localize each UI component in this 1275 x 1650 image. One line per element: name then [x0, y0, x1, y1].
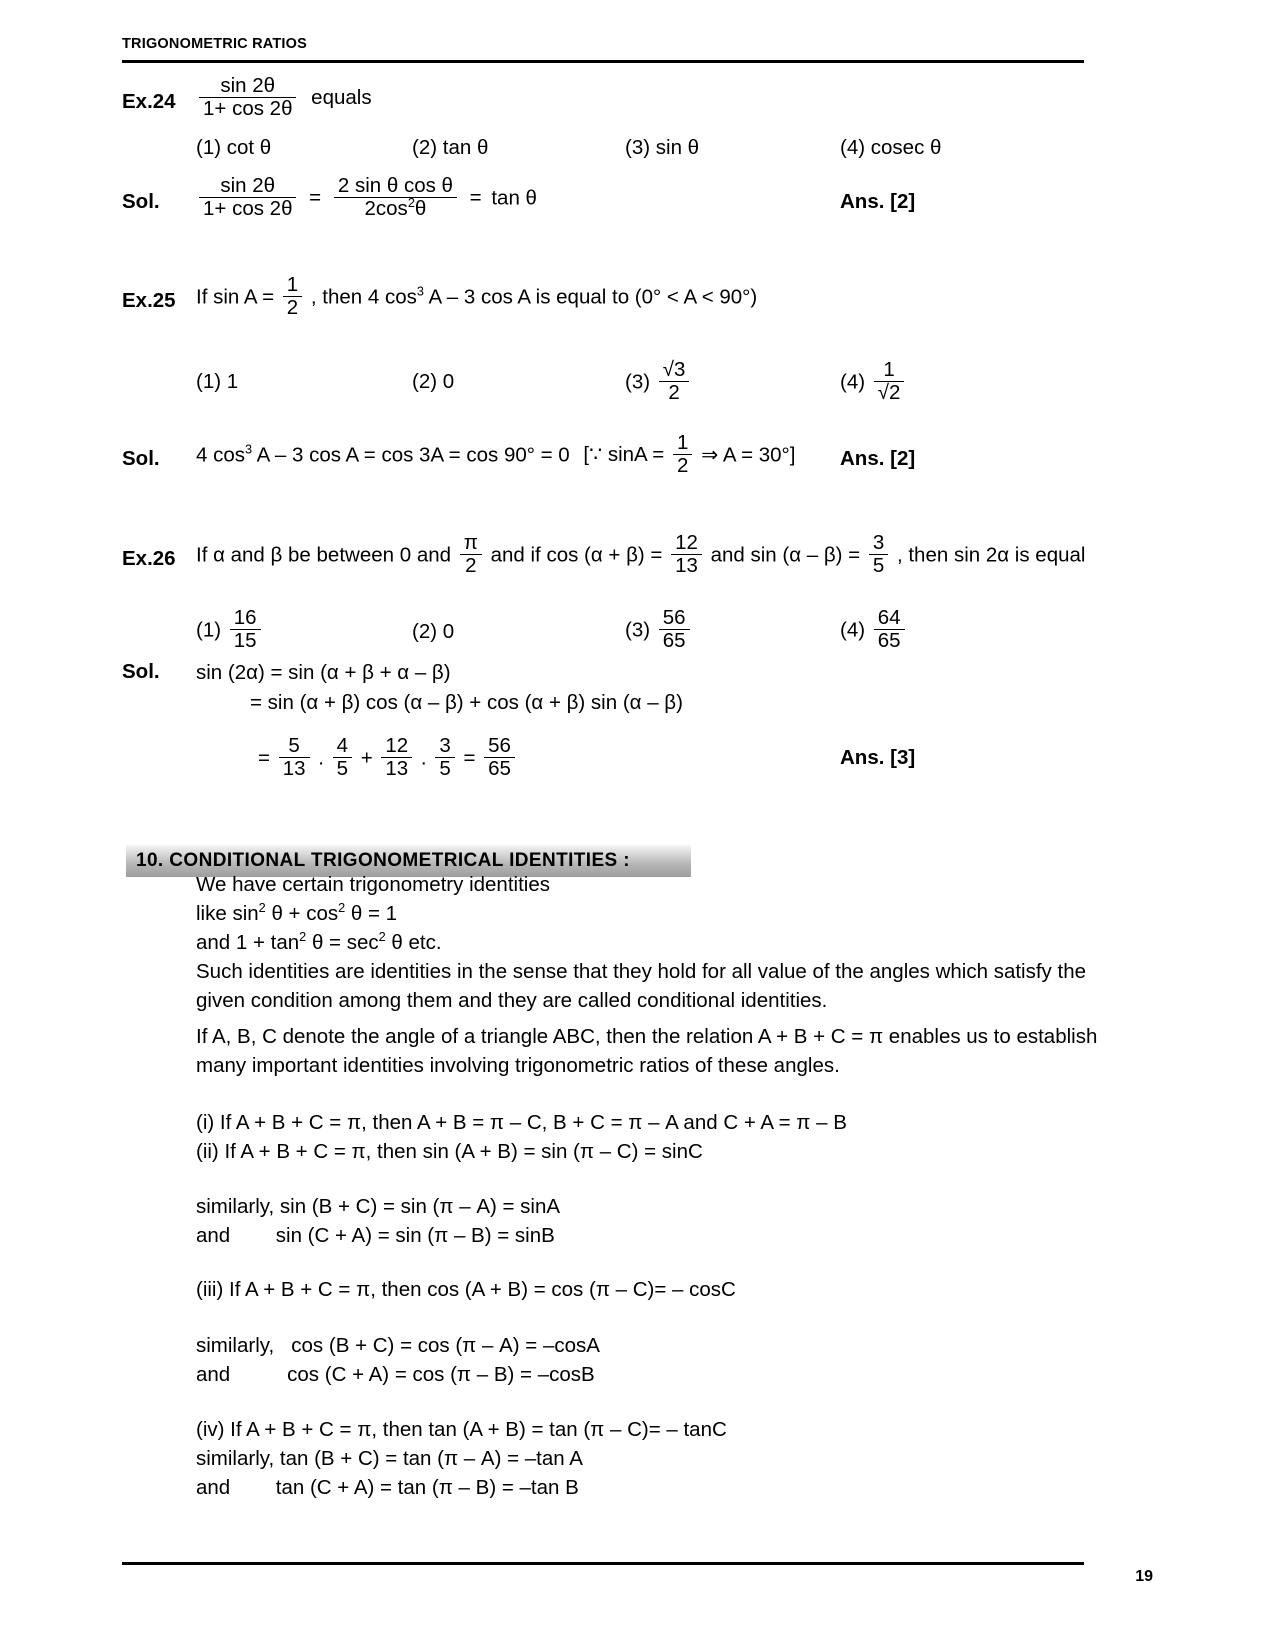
ex26-q-part-a: If α and β be between 0 and: [196, 543, 452, 567]
ex24-sol-f2-den: [334, 197, 457, 221]
ex25-q-frac-den: 2: [283, 296, 302, 320]
example-26-solution-line-3: [258, 733, 518, 782]
intro2-mid: θ + cos: [265, 902, 339, 925]
ex26-sol3-fraction-5: [484, 735, 515, 781]
ex26-option-3[interactable]: [625, 605, 693, 654]
section-title: 10. CONDITIONAL TRIGONOMETRICAL IDENTITIES :: [136, 850, 631, 871]
ex24-sol-f2-num: 2 sin θ cos θ: [337, 173, 453, 197]
example-26-solution-line-2: = sin (α + β) cos (α – β) + cos (α + β) sin (α – β): [250, 691, 683, 714]
ex26-sol3-f3-den: 13: [381, 757, 412, 781]
identity-and-sin: and sin (C + A) = sin (π – B) = sinB: [196, 1224, 555, 1247]
example-25-solution: [196, 430, 796, 479]
ex26-sol3-f2-num: 4: [336, 733, 349, 757]
example-25-answer: Ans. [2]: [840, 447, 916, 470]
ex25-sol-frac-den: 2: [673, 454, 692, 478]
ex25-option-4-fraction: [874, 359, 905, 405]
identity-item-i: (i) If A + B + C = π, then A + B = π – C, B + C = π – A and C + A = π – B: [196, 1111, 847, 1134]
ex24-sol-f2-den-pre: 2cos: [364, 197, 408, 221]
ex26-option-3-frac-num: 56: [662, 605, 686, 629]
ex26-q-fraction-2: [671, 532, 702, 578]
ex25-q-fraction: [283, 274, 302, 320]
example-26-label: Ex.26: [122, 547, 176, 570]
example-24-solution: [196, 173, 537, 222]
ex25-option-1-number: (1): [196, 370, 222, 393]
intro3-sup-1: 2: [299, 929, 307, 945]
ex25-q-part-b-post: A – 3 cos A is equal to (0° < A < 90°): [423, 285, 758, 309]
intro2-sup-2: 2: [338, 900, 346, 916]
ex26-option-4-frac-den: 65: [874, 629, 905, 653]
identity-item-iv: (iv) If A + B + C = π, then tan (A + B) = tan (π – C)= – tanC: [196, 1418, 727, 1441]
ex25-option-1[interactable]: [196, 370, 238, 394]
ex25-q-exponent: 3: [416, 283, 424, 299]
ex24-sol-f2-den-post: θ: [414, 197, 427, 221]
identity-similarly-cos: similarly, cos (B + C) = cos (π – A) = –cosA: [196, 1334, 600, 1357]
ex25-option-3-fraction: [659, 359, 690, 405]
ex25-option-4-number: (4): [840, 370, 866, 394]
example-24-answer: Ans. [2]: [840, 190, 916, 213]
identity-and-cos: and cos (C + A) = cos (π – B) = –cosB: [196, 1363, 595, 1386]
ex25-option-3[interactable]: [625, 357, 692, 406]
ex24-sol-fraction-2: [334, 175, 457, 221]
ex25-option-3-frac-num: √3: [662, 357, 686, 381]
ex25-option-2[interactable]: [412, 370, 454, 394]
ex26-option-1-frac-num: 16: [233, 605, 257, 629]
ex26-sol3-f1-num: 5: [288, 733, 300, 757]
ex24-sol-fraction-1: [199, 175, 296, 221]
ex24-option-3[interactable]: [625, 136, 699, 160]
ex26-sol3-dot-2: .: [420, 746, 427, 770]
ex26-sol3-equals-2: =: [463, 746, 476, 770]
ex26-sol3-fraction-1: [279, 735, 310, 781]
identity-and-tan: and tan (C + A) = tan (π – B) = –tan B: [196, 1476, 579, 1499]
example-24-question: [196, 73, 372, 122]
example-26-question: [196, 530, 1101, 579]
ex25-sol-bracket-close: ⇒ A = 30°]: [701, 443, 796, 467]
identity-similarly-tan: similarly, tan (B + C) = tan (π – A) = –tan A: [196, 1447, 583, 1470]
ex24-option-4-number: (4): [840, 136, 866, 159]
ex24-option-2[interactable]: [412, 136, 488, 160]
ex24-sol-f1-num: sin 2θ: [220, 173, 276, 197]
ex26-sol3-plus: +: [360, 746, 373, 770]
ex26-option-4-fraction: [874, 607, 905, 653]
ex26-q-frac2-den: 13: [671, 554, 702, 578]
ex26-sol3-f5-num: 56: [488, 733, 511, 757]
identity-item-ii: (ii) If A + B + C = π, then sin (A + B) = sin (π – C) = sinC: [196, 1140, 703, 1163]
ex26-option-2-text: 0: [442, 620, 455, 643]
ex26-sol3-equals-1: =: [258, 746, 270, 770]
ex24-sol-result: tan θ: [491, 186, 537, 210]
ex24-option-4-text: cosec θ: [870, 136, 942, 159]
ex26-q-part-b: and if cos (α + β) =: [490, 543, 663, 567]
page-number: 19: [1135, 1568, 1153, 1585]
identity-similarly-sin: similarly, sin (B + C) = sin (π – A) = sinA: [196, 1195, 561, 1218]
ex26-option-3-frac-den: 65: [659, 629, 690, 653]
section-intro-line-3: [196, 928, 1096, 957]
ex24-frac-numerator: sin 2θ: [220, 73, 276, 97]
ex26-option-1-number: (1): [196, 618, 222, 642]
ex26-option-1-frac-den: 15: [230, 629, 261, 653]
ex26-option-3-number: (3): [625, 618, 651, 642]
section-intro-line-1: We have certain trigonometry identities: [196, 873, 550, 896]
ex25-option-3-number: (3): [625, 370, 651, 394]
ex24-option-3-number: (3): [625, 136, 651, 159]
ex26-sol3-fraction-3: [381, 735, 412, 781]
intro2-post: θ = 1: [345, 902, 398, 925]
ex24-fraction: [199, 75, 296, 121]
ex26-sol3-f1-den: 13: [279, 757, 310, 781]
ex26-q-frac3-den: 5: [869, 554, 888, 578]
ex25-option-2-text: 0: [442, 370, 455, 393]
ex26-sol3-f5-den: 65: [484, 757, 515, 781]
intro3-sup-2: 2: [378, 929, 386, 945]
ex24-sol-equals-2: =: [469, 186, 482, 210]
ex25-q-part-b-pre: , then 4 cos: [310, 285, 417, 309]
ex26-q-part-d: , then sin 2α is equal: [896, 543, 1086, 567]
ex25-option-2-number: (2): [412, 370, 438, 393]
ex24-option-2-number: (2): [412, 136, 438, 159]
ex24-sol-equals-1: =: [309, 186, 322, 210]
ex25-sol-pre: 4 cos: [196, 443, 245, 467]
ex25-sol-bracket-open: [∵ sinA =: [583, 443, 665, 467]
ex24-option-1-text: cot θ: [226, 136, 272, 159]
ex25-sol-fraction: [673, 432, 692, 478]
ex25-option-4-frac-num: 1: [883, 357, 895, 381]
ex24-sol-f2-den-exponent: 2: [407, 195, 415, 211]
ex26-option-2[interactable]: [412, 620, 454, 644]
ex25-option-1-text: 1: [226, 370, 239, 393]
ex26-option-1-fraction: [230, 607, 261, 653]
ex26-q-frac2-num: 12: [675, 530, 698, 554]
ex26-sol3-fraction-4: [435, 735, 454, 781]
intro3-pre: and 1 + tan: [196, 931, 300, 954]
ex25-option-4-frac-den: √2: [874, 381, 905, 405]
ex25-q-part-a: If sin A =: [196, 285, 275, 309]
example-25-question: [196, 272, 758, 321]
ex26-q-fraction-1: [460, 532, 482, 578]
section-paragraph-1: Such identities are identities in the sense that they hold for all value of the angles which satisfy the given condition among them and they are called conditional identities.: [196, 960, 1086, 1012]
ex24-option-1-number: (1): [196, 136, 222, 159]
ex26-option-4[interactable]: [840, 605, 908, 654]
section-intro-line-2: [196, 899, 1096, 928]
ex26-sol3-f4-num: 3: [439, 733, 451, 757]
header-title: TRIGONOMETRIC RATIOS: [122, 36, 307, 52]
ex26-sol3-fraction-2: [333, 735, 352, 781]
ex26-q-frac1-num: π: [463, 530, 478, 554]
ex25-option-4[interactable]: [840, 357, 907, 406]
example-24-label: Ex.24: [122, 90, 176, 113]
ex26-option-1[interactable]: [196, 605, 264, 654]
section-paragraph-2: If A, B, C denote the angle of a triangle ABC, then the relation A + B + C = π enables us to establish many important identities involving trigonometric ratios of these angles.: [196, 1025, 1098, 1077]
ex26-q-part-c: and sin (α – β) =: [710, 543, 861, 567]
ex24-sol-f1-den: 1+ cos 2θ: [199, 197, 296, 221]
ex24-option-2-text: tan θ: [442, 136, 489, 159]
footer-rule: [122, 1562, 1084, 1565]
ex24-question-suffix: equals: [311, 86, 372, 110]
ex26-sol3-f3-num: 12: [385, 733, 409, 757]
example-25-label: Ex.25: [122, 289, 176, 312]
page-header: [122, 36, 1082, 52]
ex24-option-3-text: sin θ: [655, 136, 700, 159]
ex26-q-frac1-den: 2: [460, 554, 482, 578]
ex26-sol3-dot-1: .: [318, 746, 324, 770]
header-rule: [122, 60, 1084, 63]
example-24-sol-label: Sol.: [122, 190, 160, 213]
intro3-post: θ etc.: [385, 931, 442, 954]
example-26-answer: Ans. [3]: [840, 746, 916, 769]
ex24-option-1[interactable]: [196, 136, 271, 160]
ex26-q-fraction-3: [869, 532, 888, 578]
ex25-sol-frac-num: 1: [676, 430, 689, 454]
intro2-pre: like sin: [196, 902, 259, 925]
example-26-sol-label: Sol.: [122, 660, 160, 683]
ex25-q-frac-num: 1: [286, 272, 299, 296]
ex26-sol3-f4-den: 5: [435, 757, 454, 781]
example-25-sol-label: Sol.: [122, 447, 160, 470]
intro3-mid: θ = sec: [306, 931, 379, 954]
intro2-sup-1: 2: [258, 900, 266, 916]
ex26-q-frac3-num: 3: [872, 530, 885, 554]
ex26-option-3-fraction: [659, 607, 690, 653]
ex25-sol-post: A – 3 cos A = cos 3A = cos 90° = 0: [252, 443, 570, 467]
example-26-solution-line-1: sin (2α) = sin (α + β + α – β): [196, 661, 451, 684]
identity-item-iii: (iii) If A + B + C = π, then cos (A + B) = cos (π – C)= – cosC: [196, 1278, 736, 1301]
ex24-option-4[interactable]: [840, 136, 941, 160]
ex26-sol3-f2-den: 5: [333, 757, 352, 781]
ex26-option-2-number: (2): [412, 620, 438, 643]
ex25-sol-exponent: 3: [245, 441, 253, 457]
ex24-frac-denominator: 1+ cos 2θ: [199, 97, 296, 121]
ex26-option-4-frac-num: 64: [877, 605, 901, 629]
ex26-option-4-number: (4): [840, 618, 866, 642]
ex25-option-3-frac-den: 2: [659, 381, 690, 405]
